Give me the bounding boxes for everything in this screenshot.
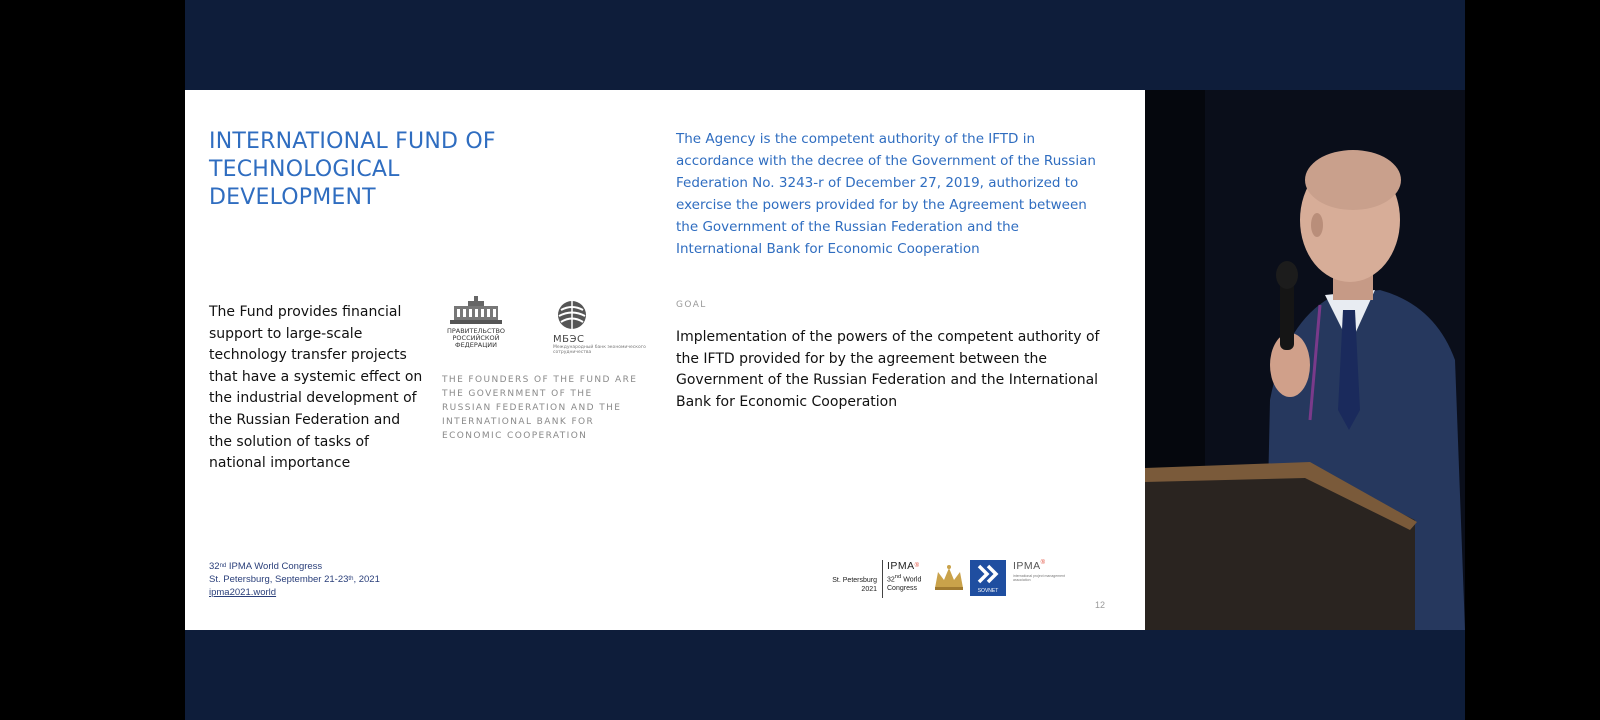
congress-number: 32 [209,561,220,572]
footer-divider [882,560,883,598]
congress-dates-line [209,573,429,586]
ipma-association-logo [1013,560,1073,582]
sovnet-label: SOVNET [977,588,999,594]
ibec-logo [553,300,653,360]
spb-line1: St. Petersburg [832,577,877,584]
video-top-band [185,0,1465,90]
video-bottom-band [185,630,1465,720]
crown-emblem-icon [932,562,966,592]
double-chevron-icon [970,560,1006,588]
ipma-congress-number: 32 [887,576,895,584]
founders-text: THE FOUNDERS OF THE FUND ARE THE GOVERNMENT OF THE RUSSIAN FEDERATION AND THE INTERNATIONAL BANK FOR ECONOMIC COOPERATION [442,375,638,441]
slide-title: INTERNATIONAL FUND OF TECHNOLOGICAL DEVELOPMENT [209,129,496,210]
ipma-congress-line1: World [901,576,922,584]
congress-info [209,560,429,599]
ipma-congress-line2: Congress [887,585,917,593]
ipma-name: IPMA [887,560,915,572]
spb-line2: 2021 [861,586,877,593]
video-stage [185,0,1465,720]
ipma2-reg-mark: ® [1040,560,1046,566]
ipma-congress-suffix: nd [894,574,902,580]
congress-title-line [209,560,429,573]
agency-text: The Agency is the competent authority of the IFTD in accordance with the decree of the Government of the Russian Federation No. 3243-r of December 27, 2019, authorized to exercise the powers provided for by the Agreement between the Government of the Russian Federation and the International Bank for Economic Cooperation [676,131,1096,257]
goal-text: Implementation of the powers of the competent authority of the IFTD provided for by the agreement between the Government of the Russian Federation and the International Bank for Economic Cooperation [676,329,1100,410]
congress-number-suffix: nd [219,563,227,569]
page-number: 12 [1095,600,1106,610]
footer-logos [825,558,1125,603]
fund-description: The Fund provides financial support to large-scale technology transfer projects that have a systemic effect on the industrial development of the Russian Federation and the solution of tasks of national importance [209,304,423,472]
presentation-slide [185,90,1145,630]
government-logo-caption: ПРАВИТЕЛЬСТВО РОССИЙСКОЙ ФЕДЕРАЦИИ [446,327,506,349]
speaker-figure [1145,90,1465,630]
ipma-congress-logo [887,560,935,593]
ibec-emblem-icon [557,300,587,330]
congress-link[interactable]: ipma2021.world [209,587,277,598]
congress-year: , 2021 [353,574,380,585]
ipma2-caption: international project management association [1013,574,1065,582]
government-logo [440,296,512,364]
ibec-logo-caption: Международный банк экономического сотрудничества [553,345,646,355]
ibec-logo-name: МБЭС [553,334,585,345]
ipma-reg-mark: ® [914,563,920,569]
congress-dates-suffix: th [348,576,354,582]
congress-title: IPMA World Congress [226,561,323,572]
speaker-video [1145,90,1465,630]
goal-label: GOAL [676,300,707,310]
ipma2-name: IPMA [1013,560,1041,572]
government-building-icon [446,296,506,326]
spb-logo [825,576,877,594]
congress-dates: St. Petersburg, September 21-23 [209,574,349,585]
